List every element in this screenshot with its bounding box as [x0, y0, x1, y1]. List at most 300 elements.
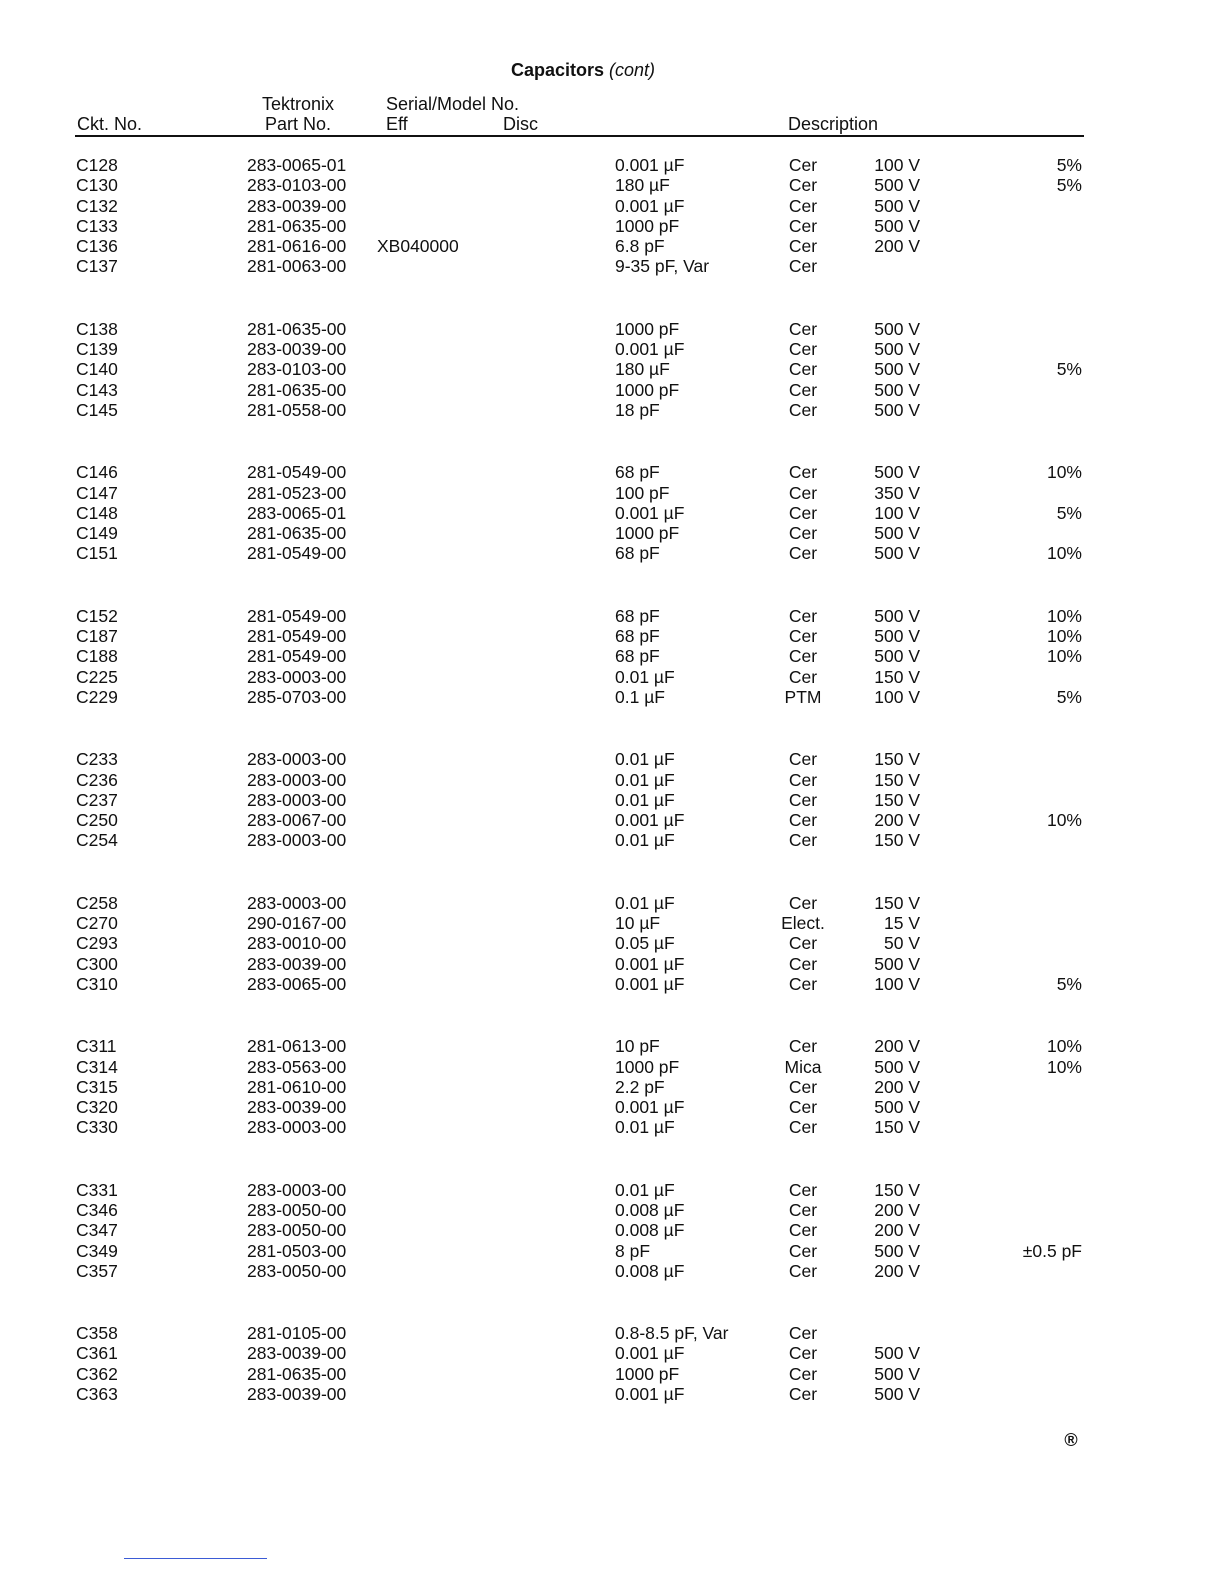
circuit-number: C188 — [76, 646, 118, 667]
dielectric-type: Cer — [788, 626, 818, 647]
header-eff: Eff — [386, 114, 408, 134]
voltage-rating: 500 V — [874, 543, 920, 564]
table-row — [0, 256, 1224, 276]
capacitance-value: 0.01 µF — [615, 789, 675, 810]
dielectric-type: Cer — [788, 1220, 818, 1241]
circuit-number: C132 — [76, 195, 118, 216]
part-number: 283-0065-01 — [247, 502, 347, 523]
table-row — [0, 1200, 1224, 1220]
dielectric-type: Cer — [788, 1384, 818, 1405]
footer-line — [124, 1558, 267, 1559]
capacitance-value: 0.01 µF — [615, 830, 675, 851]
tolerance: 10% — [1046, 810, 1082, 831]
voltage-rating: 500 V — [874, 462, 920, 483]
table-row — [0, 359, 1224, 379]
part-number: 283-0067-00 — [247, 810, 347, 831]
voltage-rating: 150 V — [874, 892, 920, 913]
part-number: 281-0549-00 — [247, 646, 347, 667]
row-group — [0, 606, 1224, 707]
dielectric-type: Cer — [788, 810, 818, 831]
table-row — [0, 1220, 1224, 1240]
circuit-number: C145 — [76, 399, 118, 420]
capacitance-value: 0.001 µF — [615, 810, 685, 831]
header-rule — [75, 135, 1084, 137]
capacitance-value: 10 µF — [615, 913, 661, 934]
tolerance: 5% — [1056, 686, 1082, 707]
dielectric-type: Cer — [788, 1323, 818, 1344]
dielectric-type: Cer — [788, 482, 818, 503]
circuit-number: C147 — [76, 482, 118, 503]
dielectric-type: Cer — [788, 236, 818, 257]
voltage-rating: 150 V — [874, 769, 920, 790]
circuit-number: C346 — [76, 1199, 118, 1220]
dielectric-type: Cer — [788, 399, 818, 420]
dielectric-type: Cer — [788, 789, 818, 810]
tolerance: 10% — [1046, 646, 1082, 667]
circuit-number: C233 — [76, 749, 118, 770]
part-number: 283-0039-00 — [247, 1097, 347, 1118]
table-row — [0, 893, 1224, 913]
header-tektronix: Tektronix — [262, 94, 335, 114]
circuit-number: C187 — [76, 626, 118, 647]
table-row — [0, 1097, 1224, 1117]
part-number: 281-0635-00 — [247, 523, 347, 544]
capacitance-value: 0.001 µF — [615, 339, 685, 360]
header-serial-model: Serial/Model No. — [386, 94, 520, 114]
circuit-number: C361 — [76, 1343, 118, 1364]
table-row — [0, 974, 1224, 994]
capacitance-value: 0.001 µF — [615, 1097, 685, 1118]
tolerance: 10% — [1046, 1056, 1082, 1077]
table-row — [0, 523, 1224, 543]
voltage-rating: 500 V — [874, 605, 920, 626]
part-number: 283-0050-00 — [247, 1220, 347, 1241]
dielectric-type: Cer — [788, 1199, 818, 1220]
circuit-number: C133 — [76, 215, 118, 236]
circuit-number: C137 — [76, 256, 118, 277]
voltage-rating: 500 V — [874, 359, 920, 380]
table-row — [0, 175, 1224, 195]
part-number: 281-0613-00 — [247, 1036, 347, 1057]
part-number: 281-0549-00 — [247, 462, 347, 483]
dielectric-type: Cer — [788, 749, 818, 770]
dielectric-type: Cer — [788, 1343, 818, 1364]
capacitance-value: 0.01 µF — [615, 666, 675, 687]
serial-eff: XB040000 — [377, 236, 459, 257]
voltage-rating: 150 V — [874, 1117, 920, 1138]
voltage-rating: 500 V — [874, 318, 920, 339]
dielectric-type: Cer — [788, 339, 818, 360]
capacitance-value: 18 pF — [615, 399, 660, 420]
table-row — [0, 1261, 1224, 1281]
dielectric-type: Cer — [788, 830, 818, 851]
voltage-rating: 100 V — [874, 686, 920, 707]
table-row — [0, 933, 1224, 953]
table-row — [0, 319, 1224, 339]
capacitance-value: 1000 pF — [615, 318, 680, 339]
row-group — [0, 155, 1224, 277]
voltage-rating: 350 V — [874, 482, 920, 503]
circuit-number: C300 — [76, 953, 118, 974]
tolerance: 10% — [1046, 462, 1082, 483]
table-row — [0, 1077, 1224, 1097]
dielectric-type: Elect. — [781, 913, 825, 934]
table-row — [0, 606, 1224, 626]
capacitance-value: 0.001 µF — [615, 155, 685, 175]
circuit-number: C250 — [76, 810, 118, 831]
circuit-number: C258 — [76, 892, 118, 913]
circuit-number: C138 — [76, 318, 118, 339]
dielectric-type: Cer — [788, 359, 818, 380]
dielectric-type: Cer — [788, 666, 818, 687]
circuit-number: C357 — [76, 1260, 118, 1281]
part-number: 283-0003-00 — [247, 1179, 347, 1200]
circuit-number: C254 — [76, 830, 118, 851]
circuit-number: C237 — [76, 789, 118, 810]
part-number: 283-0050-00 — [247, 1260, 347, 1281]
part-number: 283-0039-00 — [247, 1343, 347, 1364]
table-row — [0, 1057, 1224, 1077]
table-row — [0, 1364, 1224, 1384]
voltage-rating: 200 V — [874, 810, 920, 831]
voltage-rating: 150 V — [874, 789, 920, 810]
dielectric-type: Cer — [788, 215, 818, 236]
table-row — [0, 626, 1224, 646]
part-number: 283-0003-00 — [247, 789, 347, 810]
circuit-number: C358 — [76, 1323, 118, 1344]
capacitance-value: 6.8 pF — [615, 236, 665, 257]
row-group — [0, 1036, 1224, 1137]
table-row — [0, 216, 1224, 236]
header-part-no: Part No. — [265, 114, 332, 134]
capacitance-value: 180 µF — [615, 175, 670, 196]
circuit-number: C320 — [76, 1097, 118, 1118]
capacitance-value: 2.2 pF — [615, 1076, 665, 1097]
voltage-rating: 500 V — [874, 1343, 920, 1364]
tolerance: 10% — [1046, 605, 1082, 626]
capacitance-value: 0.1 µF — [615, 686, 665, 707]
dielectric-type: Cer — [788, 502, 818, 523]
parts-list — [0, 155, 1224, 1446]
row-group — [0, 893, 1224, 994]
capacitance-value: 68 pF — [615, 462, 660, 483]
part-number: 281-0635-00 — [247, 1363, 347, 1384]
part-number: 283-0039-00 — [247, 195, 347, 216]
capacitance-value: 0.001 µF — [615, 1384, 685, 1405]
circuit-number: C136 — [76, 236, 118, 257]
header-description: Description — [788, 114, 879, 134]
dielectric-type: Cer — [788, 1240, 818, 1261]
dielectric-type: Cer — [788, 543, 818, 564]
circuit-number: C270 — [76, 913, 118, 934]
circuit-number: C128 — [76, 155, 118, 175]
part-number: 283-0039-00 — [247, 1384, 347, 1405]
circuit-number: C347 — [76, 1220, 118, 1241]
part-number: 281-0610-00 — [247, 1076, 347, 1097]
dielectric-type: Cer — [788, 256, 818, 277]
circuit-number: C311 — [76, 1036, 117, 1057]
voltage-rating: 150 V — [874, 749, 920, 770]
dielectric-type: Cer — [788, 769, 818, 790]
tolerance: 5% — [1056, 359, 1082, 380]
capacitance-value: 68 pF — [615, 626, 660, 647]
part-number: 283-0003-00 — [247, 892, 347, 913]
dielectric-type: Cer — [788, 523, 818, 544]
table-row — [0, 1180, 1224, 1200]
table-row — [0, 1323, 1224, 1343]
row-group — [0, 1180, 1224, 1281]
voltage-rating: 500 V — [874, 1097, 920, 1118]
table-row — [0, 236, 1224, 256]
voltage-rating: 500 V — [874, 626, 920, 647]
part-number: 281-0616-00 — [247, 236, 347, 257]
part-number: 283-0003-00 — [247, 1117, 347, 1138]
row-group — [0, 1323, 1224, 1404]
part-number: 281-0635-00 — [247, 379, 347, 400]
part-number: 283-0065-01 — [247, 155, 347, 175]
capacitance-value: 0.001 µF — [615, 195, 685, 216]
dielectric-type: PTM — [784, 686, 822, 707]
voltage-rating: 500 V — [874, 646, 920, 667]
voltage-rating: 500 V — [874, 175, 920, 196]
circuit-number: C349 — [76, 1240, 118, 1261]
voltage-rating: 200 V — [874, 1199, 920, 1220]
tolerance: 10% — [1046, 626, 1082, 647]
tolerance: 5% — [1056, 973, 1082, 994]
circuit-number: C310 — [76, 973, 118, 994]
table-row — [0, 1241, 1224, 1261]
dielectric-type: Cer — [788, 175, 818, 196]
voltage-rating: 500 V — [874, 1056, 920, 1077]
tolerance: 5% — [1056, 155, 1082, 175]
circuit-number: C151 — [76, 543, 118, 564]
part-number: 281-0549-00 — [247, 605, 347, 626]
dielectric-type: Cer — [788, 1036, 818, 1057]
circuit-number: C143 — [76, 379, 118, 400]
voltage-rating: 500 V — [874, 953, 920, 974]
table-row — [0, 646, 1224, 666]
voltage-rating: 500 V — [874, 215, 920, 236]
capacitance-value: 1000 pF — [615, 215, 680, 236]
voltage-rating: 200 V — [874, 1260, 920, 1281]
part-number: 283-0003-00 — [247, 830, 347, 851]
capacitance-value: 68 pF — [615, 543, 660, 564]
part-number: 281-0549-00 — [247, 543, 347, 564]
dielectric-type: Cer — [788, 646, 818, 667]
table-row — [0, 954, 1224, 974]
voltage-rating: 100 V — [874, 502, 920, 523]
title-text: Capacitors — [510, 60, 604, 80]
capacitance-value: 0.01 µF — [615, 892, 675, 913]
voltage-rating: 100 V — [874, 973, 920, 994]
dielectric-type: Cer — [788, 155, 818, 175]
circuit-number: C152 — [76, 605, 118, 626]
capacitance-value: 0.008 µF — [615, 1220, 685, 1241]
page-title — [0, 60, 1166, 81]
voltage-rating: 500 V — [874, 1240, 920, 1261]
capacitance-value: 1000 pF — [615, 1363, 680, 1384]
part-number: 281-0635-00 — [247, 215, 347, 236]
part-number: 281-0105-00 — [247, 1323, 347, 1344]
dielectric-type: Cer — [788, 1117, 818, 1138]
part-number: 281-0063-00 — [247, 256, 347, 277]
table-row — [0, 196, 1224, 216]
table-row — [0, 380, 1224, 400]
capacitance-value: 100 pF — [615, 482, 670, 503]
capacitance-value: 0.008 µF — [615, 1199, 685, 1220]
capacitance-value: 0.05 µF — [615, 933, 675, 954]
circuit-number: C331 — [76, 1179, 118, 1200]
dielectric-type: Cer — [788, 933, 818, 954]
capacitance-value: 10 pF — [615, 1036, 660, 1057]
table-row — [0, 462, 1224, 482]
tolerance: 10% — [1046, 1036, 1082, 1057]
header-disc: Disc — [503, 114, 538, 134]
dielectric-type: Cer — [788, 1179, 818, 1200]
dielectric-type: Mica — [784, 1056, 822, 1077]
table-row — [0, 1117, 1224, 1137]
voltage-rating: 200 V — [874, 236, 920, 257]
table-row — [0, 1384, 1224, 1404]
dielectric-type: Cer — [788, 1260, 818, 1281]
part-number: 285-0703-00 — [247, 686, 347, 707]
voltage-rating: 150 V — [874, 830, 920, 851]
circuit-number: C330 — [76, 1117, 118, 1138]
dielectric-type: Cer — [788, 1363, 818, 1384]
capacitance-value: 0.01 µF — [615, 1179, 675, 1200]
voltage-rating: 500 V — [874, 399, 920, 420]
title-suffix: (cont) — [609, 60, 656, 80]
capacitance-value: 0.01 µF — [615, 749, 675, 770]
table-row — [0, 913, 1224, 933]
part-number: 283-0039-00 — [247, 953, 347, 974]
part-number: 283-0050-00 — [247, 1199, 347, 1220]
table-row — [0, 770, 1224, 790]
capacitance-value: 68 pF — [615, 646, 660, 667]
row-group — [0, 319, 1224, 420]
capacitance-value: 0.001 µF — [615, 973, 685, 994]
capacitance-value: 0.008 µF — [615, 1260, 685, 1281]
row-group — [0, 749, 1224, 850]
part-number: 283-0010-00 — [247, 933, 347, 954]
circuit-number: C140 — [76, 359, 118, 380]
capacitance-value: 1000 pF — [615, 1056, 680, 1077]
capacitance-value: 0.001 µF — [615, 1343, 685, 1364]
circuit-number: C130 — [76, 175, 118, 196]
table-row — [0, 483, 1224, 503]
table-row — [0, 1036, 1224, 1056]
circuit-number: C236 — [76, 769, 118, 790]
voltage-rating: 200 V — [874, 1036, 920, 1057]
voltage-rating: 150 V — [874, 1179, 920, 1200]
table-row — [0, 790, 1224, 810]
part-number: 281-0523-00 — [247, 482, 347, 503]
tolerance: 5% — [1056, 502, 1082, 523]
table-row — [0, 543, 1224, 563]
voltage-rating: 150 V — [874, 666, 920, 687]
part-number: 283-0103-00 — [247, 175, 347, 196]
capacitance-value: 0.001 µF — [615, 502, 685, 523]
circuit-number: C139 — [76, 339, 118, 360]
voltage-rating: 500 V — [874, 379, 920, 400]
capacitance-value: 9-35 pF, Var — [615, 256, 710, 277]
voltage-rating: 500 V — [874, 1363, 920, 1384]
tolerance: 5% — [1056, 175, 1082, 196]
table-row — [0, 810, 1224, 830]
capacitance-value: 1000 pF — [615, 379, 680, 400]
table-row — [0, 155, 1224, 175]
dielectric-type: Cer — [788, 1097, 818, 1118]
part-number: 281-0558-00 — [247, 399, 347, 420]
voltage-rating: 15 V — [884, 913, 920, 934]
circuit-number: C225 — [76, 666, 118, 687]
row-group — [0, 462, 1224, 563]
part-number: 283-0563-00 — [247, 1056, 347, 1077]
table-row — [0, 667, 1224, 687]
part-number: 281-0503-00 — [247, 1240, 347, 1261]
voltage-rating: 100 V — [874, 155, 920, 175]
circuit-number: C315 — [76, 1076, 118, 1097]
dielectric-type: Cer — [788, 318, 818, 339]
voltage-rating: 500 V — [874, 339, 920, 360]
tolerance: ±0.5 pF — [1022, 1240, 1082, 1261]
voltage-rating: 500 V — [874, 1384, 920, 1405]
capacitance-value: 180 µF — [615, 359, 670, 380]
table-row — [0, 830, 1224, 850]
circuit-number: C362 — [76, 1363, 118, 1384]
voltage-rating: 200 V — [874, 1220, 920, 1241]
part-number: 283-0103-00 — [247, 359, 347, 380]
table-row — [0, 1343, 1224, 1363]
capacitance-value: 0.001 µF — [615, 953, 685, 974]
capacitance-value: 0.01 µF — [615, 1117, 675, 1138]
dielectric-type: Cer — [788, 973, 818, 994]
registered-mark: ® — [1064, 1430, 1078, 1450]
table-row — [0, 503, 1224, 523]
circuit-number: C148 — [76, 502, 118, 523]
voltage-rating: 500 V — [874, 195, 920, 216]
voltage-rating: 50 V — [884, 933, 920, 954]
part-number: 283-0003-00 — [247, 666, 347, 687]
part-number: 283-0065-00 — [247, 973, 347, 994]
circuit-number: C229 — [76, 686, 118, 707]
header-ckt-no: Ckt. No. — [77, 114, 143, 134]
table-row — [0, 749, 1224, 769]
table-row — [0, 339, 1224, 359]
dielectric-type: Cer — [788, 462, 818, 483]
capacitance-value: 8 pF — [615, 1240, 651, 1261]
dielectric-type: Cer — [788, 195, 818, 216]
dielectric-type: Cer — [788, 953, 818, 974]
tolerance: 10% — [1046, 543, 1082, 564]
part-number: 283-0003-00 — [247, 749, 347, 770]
circuit-number: C363 — [76, 1384, 118, 1405]
dielectric-type: Cer — [788, 379, 818, 400]
circuit-number: C293 — [76, 933, 118, 954]
dielectric-type: Cer — [788, 1076, 818, 1097]
part-number: 283-0003-00 — [247, 769, 347, 790]
dielectric-type: Cer — [788, 892, 818, 913]
part-number: 283-0039-00 — [247, 339, 347, 360]
circuit-number: C146 — [76, 462, 118, 483]
dielectric-type: Cer — [788, 605, 818, 626]
table-row — [0, 400, 1224, 420]
circuit-number: C314 — [76, 1056, 118, 1077]
capacitance-value: 68 pF — [615, 605, 660, 626]
capacitance-value: 0.8-8.5 pF, Var — [615, 1323, 729, 1344]
part-number: 281-0635-00 — [247, 318, 347, 339]
capacitance-value: 1000 pF — [615, 523, 680, 544]
